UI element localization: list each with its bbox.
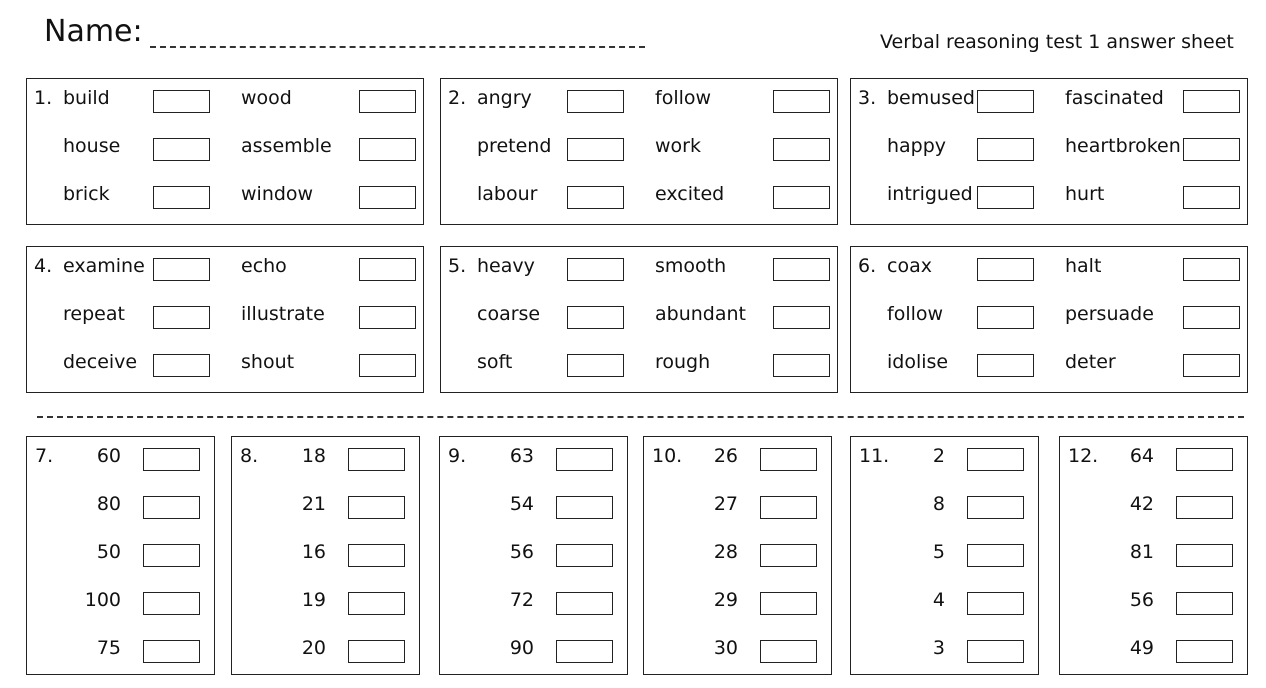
- answer-box[interactable]: [143, 544, 200, 567]
- number-question-box: [643, 436, 832, 675]
- answer-box[interactable]: [153, 186, 210, 209]
- word-label: happy: [887, 135, 947, 157]
- answer-box[interactable]: [773, 258, 830, 281]
- answer-box[interactable]: [967, 640, 1024, 663]
- word-label: brick: [63, 183, 110, 205]
- word-label: repeat: [63, 303, 125, 325]
- word-label: heartbroken: [1065, 135, 1181, 157]
- answer-box[interactable]: [567, 138, 624, 161]
- word-label: follow: [655, 87, 712, 109]
- answer-box[interactable]: [348, 496, 405, 519]
- word-label: bemused: [887, 87, 975, 109]
- word-question-box: [850, 246, 1248, 393]
- number-value: 28: [713, 541, 738, 563]
- number-value: 2: [932, 445, 945, 467]
- answer-box[interactable]: [1183, 354, 1240, 377]
- number-question-box: [850, 436, 1039, 675]
- number-value: 75: [96, 637, 121, 659]
- answer-box[interactable]: [773, 90, 830, 113]
- answer-box[interactable]: [760, 496, 817, 519]
- word-label: labour: [477, 183, 538, 205]
- answer-box[interactable]: [1183, 258, 1240, 281]
- number-question-box: [1059, 436, 1248, 675]
- answer-box[interactable]: [348, 640, 405, 663]
- number-value: 80: [96, 493, 121, 515]
- question-number: 7.: [35, 445, 54, 467]
- answer-box[interactable]: [359, 186, 416, 209]
- answer-box[interactable]: [143, 592, 200, 615]
- answer-box[interactable]: [153, 354, 210, 377]
- answer-box[interactable]: [153, 90, 210, 113]
- answer-box[interactable]: [977, 258, 1034, 281]
- question-number: 9.: [448, 445, 467, 467]
- number-value: 81: [1129, 541, 1154, 563]
- word-label: follow: [887, 303, 944, 325]
- number-value: 56: [509, 541, 534, 563]
- answer-box[interactable]: [1176, 640, 1233, 663]
- number-value: 3: [932, 637, 945, 659]
- name-label: Name:: [44, 14, 143, 49]
- word-label: coax: [887, 255, 932, 277]
- answer-box[interactable]: [1176, 496, 1233, 519]
- answer-box[interactable]: [1183, 186, 1240, 209]
- word-label: assemble: [241, 135, 332, 157]
- answer-box[interactable]: [348, 448, 405, 471]
- answer-box[interactable]: [977, 306, 1034, 329]
- answer-box[interactable]: [359, 90, 416, 113]
- word-label: pretend: [477, 135, 552, 157]
- answer-box[interactable]: [1183, 90, 1240, 113]
- word-label: heavy: [477, 255, 535, 277]
- question-number: 10.: [652, 445, 683, 467]
- question-number: 1.: [34, 87, 53, 109]
- number-question-box: [26, 436, 215, 675]
- answer-box[interactable]: [967, 448, 1024, 471]
- answer-box[interactable]: [1183, 306, 1240, 329]
- answer-box[interactable]: [977, 354, 1034, 377]
- word-label: wood: [241, 87, 292, 109]
- section-separator: [37, 416, 1244, 418]
- number-value: 63: [509, 445, 534, 467]
- number-value: 5: [932, 541, 945, 563]
- number-value: 49: [1129, 637, 1154, 659]
- number-question-box: [231, 436, 420, 675]
- answer-box[interactable]: [567, 354, 624, 377]
- answer-box[interactable]: [143, 448, 200, 471]
- answer-box[interactable]: [556, 640, 613, 663]
- word-label: coarse: [477, 303, 541, 325]
- number-value: 21: [301, 493, 326, 515]
- number-value: 56: [1129, 589, 1154, 611]
- word-label: window: [241, 183, 314, 205]
- answer-box[interactable]: [967, 592, 1024, 615]
- question-number: 2.: [448, 87, 467, 109]
- number-value: 100: [84, 589, 121, 611]
- answer-box[interactable]: [1176, 448, 1233, 471]
- answer-box[interactable]: [567, 258, 624, 281]
- word-label: illustrate: [241, 303, 325, 325]
- answer-box[interactable]: [760, 640, 817, 663]
- number-value: 90: [509, 637, 534, 659]
- word-label: abundant: [655, 303, 746, 325]
- question-number: 12.: [1068, 445, 1099, 467]
- number-value: 60: [96, 445, 121, 467]
- word-label: fascinated: [1065, 87, 1164, 109]
- question-number: 3.: [858, 87, 877, 109]
- word-label: angry: [477, 87, 532, 109]
- number-value: 42: [1129, 493, 1154, 515]
- answer-box[interactable]: [359, 258, 416, 281]
- number-value: 16: [301, 541, 326, 563]
- answer-box[interactable]: [1176, 544, 1233, 567]
- answer-box[interactable]: [567, 90, 624, 113]
- word-label: idolise: [887, 351, 949, 373]
- question-number: 5.: [448, 255, 467, 277]
- answer-box[interactable]: [567, 186, 624, 209]
- number-value: 72: [509, 589, 534, 611]
- answer-box[interactable]: [556, 496, 613, 519]
- number-question-box: [439, 436, 628, 675]
- answer-box[interactable]: [773, 354, 830, 377]
- number-value: 18: [301, 445, 326, 467]
- answer-box[interactable]: [977, 186, 1034, 209]
- number-value: 29: [713, 589, 738, 611]
- word-label: hurt: [1065, 183, 1105, 205]
- word-label: soft: [477, 351, 513, 373]
- answer-box[interactable]: [1176, 592, 1233, 615]
- number-value: 4: [932, 589, 945, 611]
- answer-box[interactable]: [348, 592, 405, 615]
- answer-box[interactable]: [153, 306, 210, 329]
- question-number: 4.: [34, 255, 53, 277]
- number-value: 54: [509, 493, 534, 515]
- word-label: persuade: [1065, 303, 1154, 325]
- sheet-title: Verbal reasoning test 1 answer sheet: [880, 31, 1234, 53]
- name-line: [150, 46, 645, 48]
- word-label: shout: [241, 351, 295, 373]
- word-label: deter: [1065, 351, 1116, 373]
- answer-box[interactable]: [773, 138, 830, 161]
- answer-box[interactable]: [760, 592, 817, 615]
- word-label: examine: [63, 255, 145, 277]
- number-value: 19: [301, 589, 326, 611]
- answer-box[interactable]: [977, 138, 1034, 161]
- question-number: 6.: [858, 255, 877, 277]
- answer-box[interactable]: [967, 496, 1024, 519]
- word-label: echo: [241, 255, 287, 277]
- word-label: intrigued: [887, 183, 973, 205]
- answer-box[interactable]: [967, 544, 1024, 567]
- word-label: excited: [655, 183, 725, 205]
- answer-box[interactable]: [143, 640, 200, 663]
- answer-box[interactable]: [760, 544, 817, 567]
- number-value: 30: [713, 637, 738, 659]
- word-question-box: [440, 246, 838, 393]
- answer-box[interactable]: [1183, 138, 1240, 161]
- word-question-box: [440, 78, 838, 225]
- answer-box[interactable]: [359, 138, 416, 161]
- answer-box[interactable]: [153, 138, 210, 161]
- word-label: build: [63, 87, 110, 109]
- number-value: 27: [713, 493, 738, 515]
- answer-box[interactable]: [153, 258, 210, 281]
- answer-box[interactable]: [773, 306, 830, 329]
- answer-box[interactable]: [760, 448, 817, 471]
- word-label: halt: [1065, 255, 1102, 277]
- word-label: rough: [655, 351, 711, 373]
- answer-box[interactable]: [556, 592, 613, 615]
- number-value: 50: [96, 541, 121, 563]
- answer-box[interactable]: [359, 354, 416, 377]
- word-label: deceive: [63, 351, 138, 373]
- number-value: 8: [932, 493, 945, 515]
- answer-box[interactable]: [773, 186, 830, 209]
- answer-box[interactable]: [977, 90, 1034, 113]
- answer-box[interactable]: [556, 544, 613, 567]
- answer-box[interactable]: [143, 496, 200, 519]
- number-value: 26: [713, 445, 738, 467]
- answer-box[interactable]: [556, 448, 613, 471]
- word-label: work: [655, 135, 701, 157]
- word-label: smooth: [655, 255, 727, 277]
- question-number: 8.: [240, 445, 259, 467]
- answer-box[interactable]: [359, 306, 416, 329]
- word-question-box: [26, 78, 424, 225]
- number-value: 64: [1129, 445, 1154, 467]
- answer-box[interactable]: [348, 544, 405, 567]
- word-question-box: [26, 246, 424, 393]
- question-number: 11.: [859, 445, 890, 467]
- answer-box[interactable]: [567, 306, 624, 329]
- number-value: 20: [301, 637, 326, 659]
- word-question-box: [850, 78, 1248, 225]
- word-label: house: [63, 135, 121, 157]
